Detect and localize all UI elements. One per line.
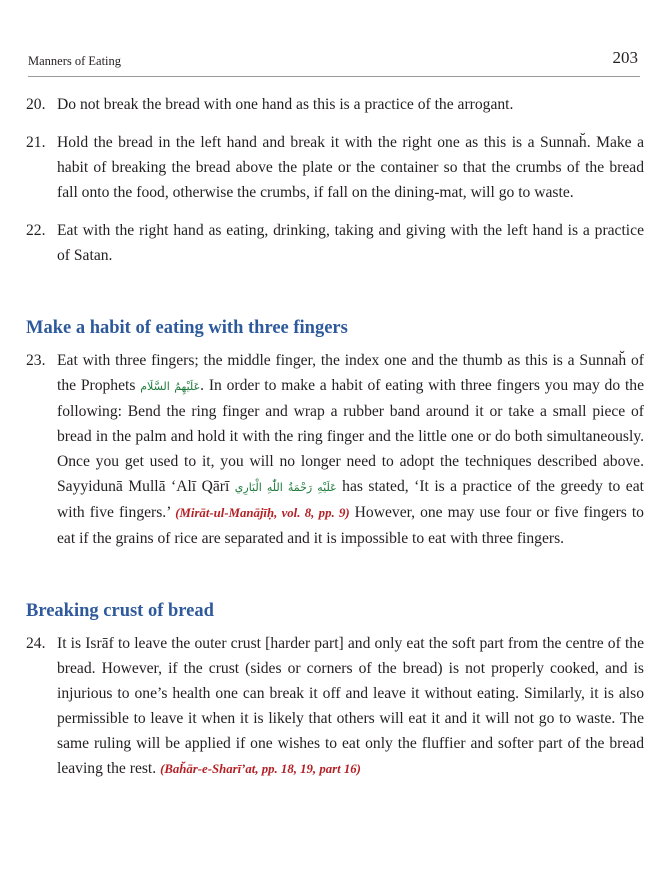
list-item (26, 631, 644, 782)
list-item (26, 92, 644, 117)
list-item (26, 348, 644, 551)
page-number: 203 (612, 48, 638, 67)
item-text: Do not break the bread with one hand as this is a practice of the arrogant. (57, 96, 514, 113)
arabic-honorific: عَلَيْهِمُ السَّلَام (140, 380, 201, 393)
reference-citation: (Bah̆ār-e-Sharī’at, pp. 18, 19, part 16) (160, 762, 361, 776)
section-heading-three-fingers: Make a habit of eating with three fingers (26, 318, 348, 338)
item-number: 21. (26, 134, 46, 151)
item-text: Hold the bread in the left hand and break it with the right one as this is a Sunnah̆. Make a habit of breaking the bread above the plate or the container so that the crumbs of the bread fall onto the food, otherwise the crumbs, if fall on the dining-mat, will go to waste. (57, 134, 644, 201)
list-item (26, 218, 644, 268)
item-number: 20. (26, 96, 46, 113)
item-number: 22. (26, 222, 46, 239)
running-title: Manners of Eating (28, 54, 122, 68)
item-text: . In order to make a habit of eating with three fingers you may do the following: Bend the ring finger and wrap a rubber band around it or take a small piece of bread in the palm and hold it with the ring finger and the little one or do both simultaneously. Once you get used to it, you will no longer need to adopt the techniques described above. Sayyidunā Mullā ‘Alī Qārī (57, 377, 644, 495)
item-text: It is Isrāf to leave the outer crust [harder part] and only eat the soft part from the centre of the bread. However, if the crust (sides or corners of the bread) is not properly cooked, and is injurious to one’s health one can break it off and leave it without eating. Similarly, it is also permissible to leave it when it is likely that others will eat it and it will not go to waste. The same ruling will be applied if one wishes to eat only the fluffier and softer part of the bread leaving the rest. (57, 635, 644, 777)
item-text: Eat with three fingers; the middle finger, the index one and the thumb as this is a Sunnah̆ of the Prophets (57, 352, 644, 394)
list-item (26, 130, 644, 205)
reference-citation: (Mirāt-ul-Manājīḥ, vol. 8, pp. 9) (175, 506, 350, 520)
item-number: 24. (26, 635, 46, 652)
page-content (26, 92, 644, 782)
item-text: has stated, ‘It is a practice of the greedy to eat with five fingers.’ (57, 478, 644, 521)
arabic-honorific: عَلَيْهِ رَحْمَةُ اللّٰهِ الْبَارِي (234, 481, 337, 494)
item-text: However, one may use four or five fingers to eat if the grains of rice are separated and it is impossible to eat with three fingers. (57, 504, 644, 547)
item-number: 23. (26, 352, 46, 369)
page-header (28, 48, 640, 77)
item-text: Eat with the right hand as eating, drinking, taking and giving with the left hand is a practice of Satan. (57, 222, 644, 264)
section-heading-breaking-crust: Breaking crust of bread (26, 601, 214, 621)
